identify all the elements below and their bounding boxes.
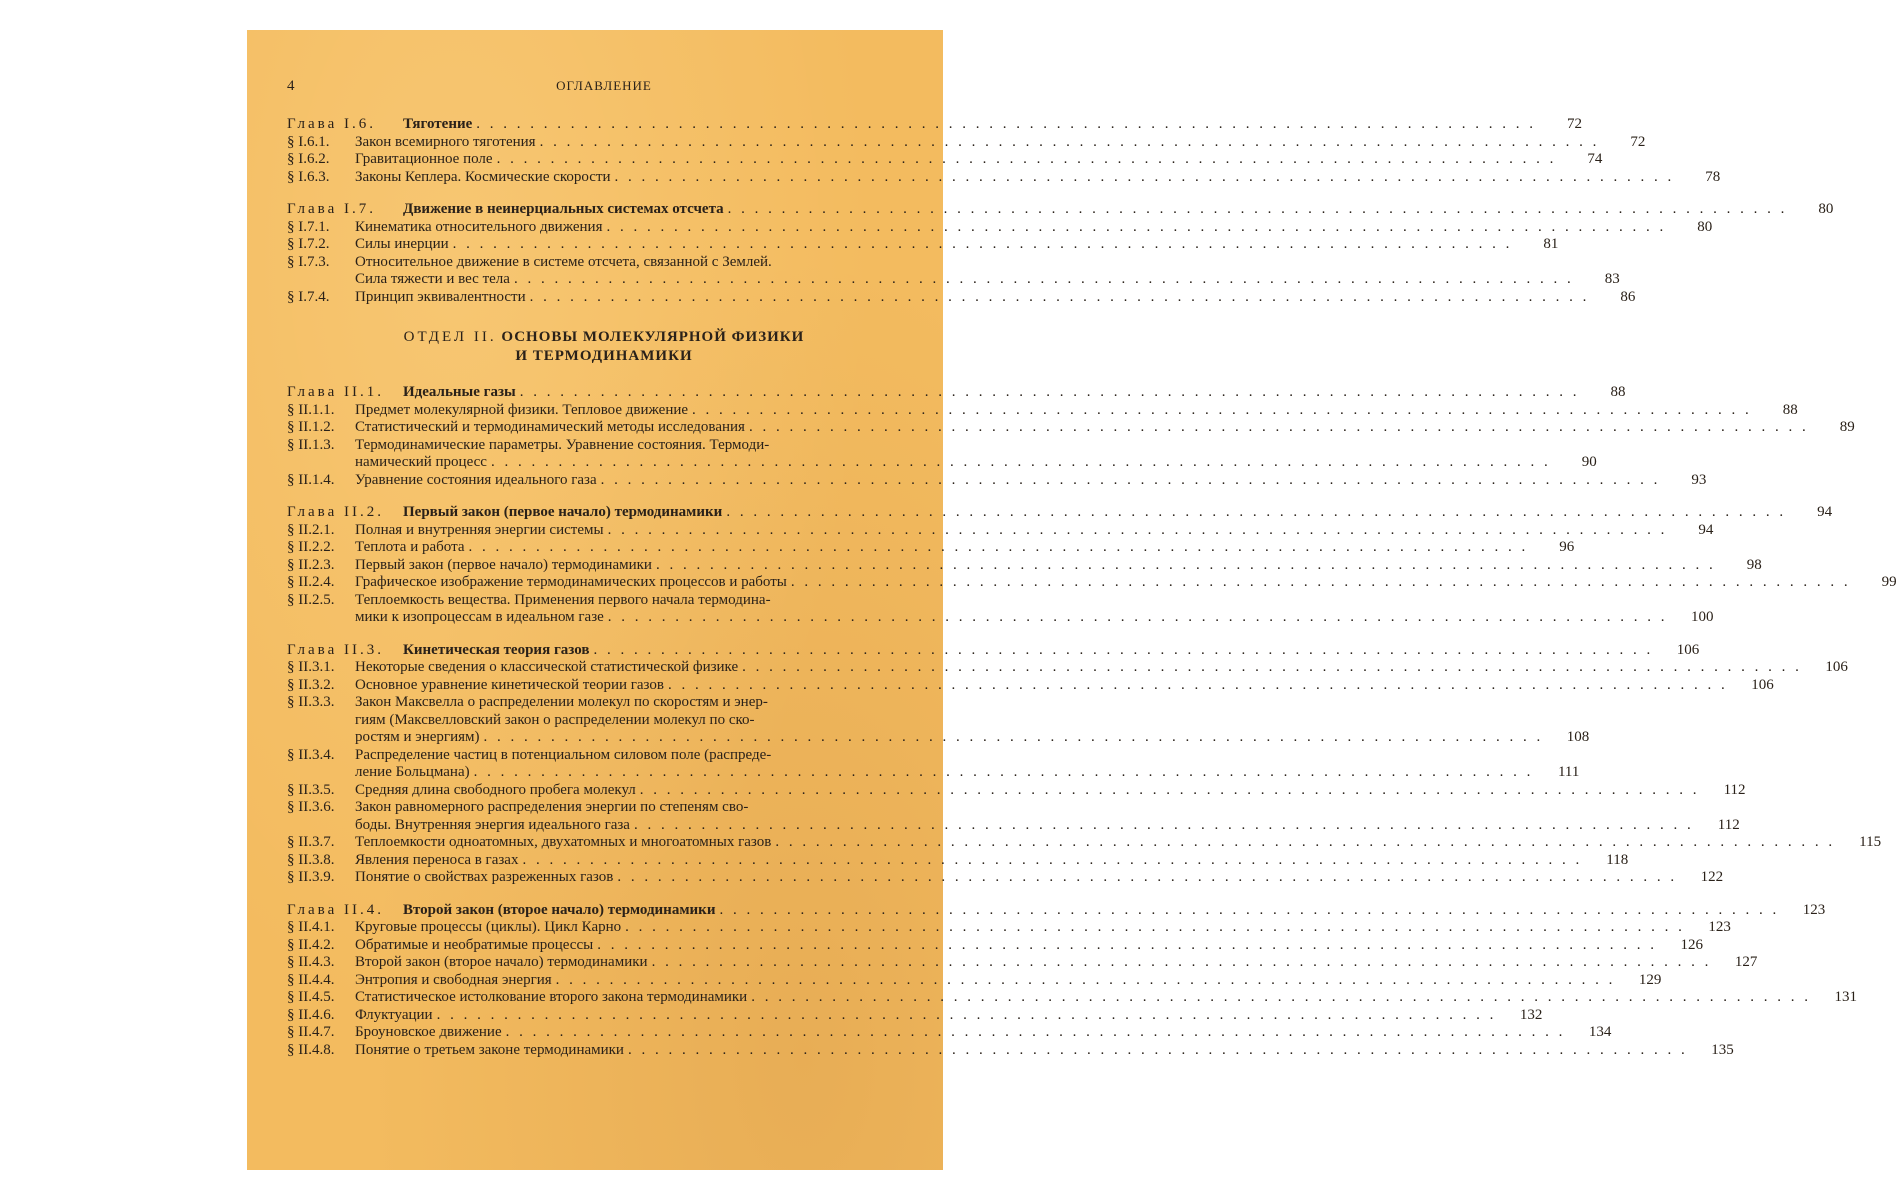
section-entry: [287, 151, 1603, 169]
section-entry: [287, 254, 921, 272]
running-title: ОГЛАВЛЕНИЕ: [556, 78, 652, 93]
section-entry-continuation: [287, 712, 921, 730]
dot-leader: [522, 852, 1582, 870]
section-page: 74: [1587, 151, 1603, 167]
section-page: 112: [1723, 781, 1746, 798]
chapter-title: Первый закон (первое начало) термодинамики: [403, 504, 723, 520]
section-entry: [287, 521, 1714, 540]
section-entry: [287, 799, 921, 817]
section-number: § II.4.8.: [287, 1041, 335, 1058]
section-number: § II.4.2.: [287, 936, 335, 953]
section-number: § II.2.5.: [287, 591, 335, 608]
section-title-line: Графическое изображение термодинамических процессов и работы: [355, 574, 787, 590]
section-page: 98: [1746, 556, 1762, 573]
section-title-line: намический процесс: [355, 454, 487, 470]
chapter-page: 123: [1802, 901, 1826, 918]
section-page: 99: [1881, 574, 1897, 590]
section-title-line: Первый закон (первое начало) термодинамики: [355, 556, 652, 573]
section-number: § II.2.4.: [287, 574, 335, 590]
chapter-page: 94: [1817, 504, 1833, 520]
dot-leader: [728, 201, 1788, 219]
dot-leader: [692, 402, 1752, 420]
dot-leader: [476, 116, 1536, 134]
chapter-label: Глава II.1.: [287, 384, 384, 400]
part-title-line1: ОСНОВЫ МОЛЕКУЛЯРНОЙ ФИЗИКИ: [501, 329, 805, 345]
section-entry-continuation: [287, 729, 1590, 747]
section-entry: [287, 694, 921, 712]
section-entry: [287, 1024, 1612, 1042]
block-gap: [287, 489, 921, 504]
section-number: § II.3.1.: [287, 659, 335, 675]
section-entry: [287, 218, 1713, 237]
section-page: 88: [1782, 401, 1798, 418]
section-entry-continuation: [287, 454, 1597, 472]
section-number: § II.3.8.: [287, 851, 335, 868]
section-title-line: Принцип эквивалентности: [355, 288, 526, 305]
section-page: 106: [1751, 676, 1774, 693]
dot-leader: [593, 642, 1653, 660]
dot-leader: [453, 236, 1513, 254]
toc-part-two: [287, 384, 1897, 1059]
section-title-line: Силы инерции: [355, 236, 449, 252]
section-number: § II.3.3.: [287, 694, 335, 710]
section-title-line: ление Больцмана): [355, 764, 470, 780]
section-entry: [287, 556, 1762, 575]
chapter-label: Глава II.4.: [287, 901, 384, 918]
section-number: § II.2.2.: [287, 539, 335, 555]
dot-leader: [520, 384, 1580, 402]
section-number: § I.6.2.: [287, 151, 330, 167]
chapter-title: Тяготение: [403, 116, 473, 132]
chapter-label: Глава II.2.: [287, 504, 384, 520]
section-entry: [287, 851, 1629, 870]
section-entry: [287, 1006, 1543, 1025]
section-page: 100: [1691, 609, 1714, 625]
section-title-line: Кинематика относительного движения: [355, 218, 603, 235]
section-title-line: Статистический и термодинамический методы исследования: [355, 419, 745, 435]
chapter-page: 72: [1567, 116, 1583, 132]
section-number: § II.3.9.: [287, 869, 335, 885]
section-page: 106: [1825, 659, 1848, 675]
dot-leader: [791, 574, 1851, 592]
section-title-line: боды. Внутренняя энергия идеального газа: [355, 816, 630, 833]
dot-leader: [615, 169, 1675, 187]
section-title-line: гиям (Максвелловский закон о распределении молекул по ско-: [355, 711, 755, 728]
dot-leader: [556, 972, 1616, 990]
dot-leader: [726, 504, 1786, 522]
section-number: § I.7.3.: [287, 253, 330, 270]
section-title-line: Теплоемкость вещества. Применения первого начала термодина-: [355, 591, 771, 608]
section-entry-continuation: [287, 816, 1740, 835]
section-title-line: Относительное движение в системе отсчета, связанной с Землей.: [355, 253, 772, 270]
dot-leader: [468, 539, 1528, 557]
section-number: § I.7.4.: [287, 288, 330, 305]
section-entry: [287, 936, 1703, 955]
block-gap: [287, 627, 921, 642]
section-number: § II.4.4.: [287, 971, 335, 988]
dot-leader: [617, 869, 1677, 887]
section-title-line: Понятие о свойствах разреженных газов: [355, 869, 614, 885]
section-entry: [287, 676, 1774, 695]
dot-leader: [506, 1024, 1566, 1042]
section-title-line: Броуновское движение: [355, 1024, 502, 1040]
chapter-entry: [287, 641, 1700, 660]
block-gap: [287, 186, 921, 201]
section-title-line: Распределение частиц в потенциальном силовом поле (распреде-: [355, 746, 772, 763]
section-entry: [287, 834, 1882, 852]
dot-leader: [607, 219, 1667, 237]
section-page: 72: [1630, 133, 1646, 150]
section-entry: [287, 288, 1636, 307]
section-number: § II.3.5.: [287, 781, 335, 798]
section-page: 118: [1606, 851, 1629, 868]
dot-leader: [742, 659, 1802, 677]
section-title-line: Основное уравнение кинетической теории газов: [355, 676, 664, 693]
chapter-entry: [287, 201, 1834, 219]
dot-leader: [497, 151, 1557, 169]
section-page: 86: [1620, 288, 1636, 305]
section-number: § I.6.3.: [287, 168, 330, 185]
section-entry: [287, 869, 1724, 887]
dot-leader: [719, 902, 1779, 920]
section-page: 78: [1705, 168, 1721, 185]
section-number: § II.1.3.: [287, 436, 335, 453]
dot-leader: [514, 271, 1574, 289]
section-title-line: Законы Кеплера. Космические скорости: [355, 168, 611, 185]
section-page: 83: [1604, 271, 1620, 287]
section-entry-continuation: [287, 609, 1714, 627]
section-title-line: ростям и энергиям): [355, 729, 480, 745]
section-number: § II.3.7.: [287, 834, 335, 850]
dot-leader: [608, 609, 1668, 627]
dot-leader: [749, 419, 1809, 437]
chapter-entry: [287, 504, 1833, 522]
section-page: 89: [1839, 419, 1855, 435]
section-entry-continuation: [287, 271, 1620, 289]
book-page: [247, 30, 1897, 1170]
section-number: § II.2.3.: [287, 556, 335, 573]
section-number: § II.3.6.: [287, 799, 335, 815]
section-entry: [287, 781, 1746, 800]
section-entry: [287, 471, 1707, 490]
section-title-line: Закон равномерного распределения энергии по степеням сво-: [355, 799, 749, 815]
dot-leader: [474, 764, 1534, 782]
section-title-line: Круговые процессы (циклы). Цикл Карно: [355, 919, 622, 935]
section-entry: [287, 592, 921, 610]
dot-leader: [491, 454, 1551, 472]
chapter-page: 80: [1818, 201, 1834, 217]
chapter-entry: [287, 384, 1626, 402]
section-entry: [287, 954, 1758, 972]
section-number: § I.7.1.: [287, 218, 330, 235]
section-entry: [287, 1041, 1734, 1060]
section-entry: [287, 574, 1897, 592]
chapter-label: Глава I.6.: [287, 116, 376, 132]
section-number: § II.3.2.: [287, 676, 335, 693]
chapter-title: Движение в неинерциальных системах отсчета: [403, 201, 724, 217]
section-entry: [287, 989, 1857, 1007]
section-title-line: Обратимые и необратимые процессы: [355, 936, 594, 953]
section-page: 111: [1557, 764, 1580, 780]
dot-leader: [437, 1007, 1497, 1025]
section-page: 127: [1734, 954, 1758, 970]
section-number: § II.4.5.: [287, 989, 335, 1005]
section-title-line: Понятие о третьем законе термодинамики: [355, 1041, 624, 1058]
chapter-label: Глава I.7.: [287, 201, 376, 217]
section-entry: [287, 539, 1575, 557]
section-title-line: Закон Максвелла о распределении молекул по скоростям и энер-: [355, 694, 768, 710]
section-number: § II.4.1.: [287, 919, 335, 935]
section-entry: [287, 747, 921, 765]
section-page: 134: [1588, 1024, 1612, 1040]
section-number: § II.3.4.: [287, 746, 335, 763]
section-title-line: Закон всемирного тяготения: [355, 133, 536, 150]
section-number: § II.4.6.: [287, 1006, 335, 1023]
chapter-title: Второй закон (второе начало) термодинамики: [403, 901, 716, 918]
section-number: § II.1.4.: [287, 471, 335, 488]
section-entry-continuation: [287, 764, 1580, 782]
chapter-entry: [287, 116, 1583, 134]
section-entry: [287, 168, 1721, 187]
section-title-line: Сила тяжести и вес тела: [355, 271, 510, 287]
section-page: 132: [1519, 1006, 1543, 1023]
toc-content: [287, 78, 1897, 1059]
dot-leader: [530, 289, 1590, 307]
section-entry: [287, 919, 1731, 937]
section-title-line: мики к изопроцессам в идеальном газе: [355, 609, 604, 625]
section-entry: [287, 419, 1855, 437]
dot-leader: [656, 557, 1716, 575]
section-page: 80: [1697, 218, 1713, 235]
section-number: § II.1.1.: [287, 401, 335, 418]
section-title-line: Термодинамические параметры. Уравнение состояния. Термоди-: [355, 436, 770, 453]
section-entry: [287, 133, 1646, 152]
dot-leader: [625, 919, 1685, 937]
section-page: 126: [1680, 936, 1703, 953]
section-page: 81: [1543, 236, 1559, 252]
section-page: 93: [1691, 471, 1707, 488]
part-heading: [287, 328, 921, 366]
chapter-page: 106: [1676, 641, 1700, 658]
section-number: § II.4.3.: [287, 954, 335, 970]
dot-leader: [634, 817, 1694, 835]
chapter-title: Идеальные газы: [403, 384, 516, 400]
section-title-line: Статистическое истолкование второго закона термодинамики: [355, 989, 748, 1005]
section-title-line: Гравитационное поле: [355, 151, 493, 167]
section-page: 123: [1708, 919, 1731, 935]
section-page: 94: [1698, 521, 1714, 538]
dot-leader: [608, 522, 1668, 540]
part-title-line2: И ТЕРМОДИНАМИКИ: [515, 348, 693, 364]
chapter-entry: [287, 901, 1826, 920]
dot-leader: [484, 729, 1544, 747]
section-number: § II.1.2.: [287, 419, 335, 435]
section-entry: [287, 401, 1798, 420]
dot-leader: [628, 1042, 1688, 1060]
dot-leader: [540, 134, 1600, 152]
section-page: 129: [1638, 971, 1662, 988]
section-title-line: Полная и внутренняя энергии системы: [355, 521, 604, 538]
section-title-line: Теплота и работа: [355, 539, 465, 555]
toc-part-one: [287, 116, 1834, 306]
section-entry: [287, 236, 1559, 254]
section-title-line: Средняя длина свободного пробега молекул: [355, 781, 636, 798]
chapter-label: Глава II.3.: [287, 641, 384, 658]
section-title-line: Теплоемкости одноатомных, двухатомных и многоатомных газов: [355, 834, 772, 850]
section-page: 135: [1711, 1041, 1734, 1058]
chapter-title: Кинетическая теория газов: [403, 641, 590, 658]
section-page: 90: [1581, 454, 1597, 470]
section-number: § II.2.1.: [287, 521, 335, 538]
dot-leader: [775, 834, 1835, 852]
dot-leader: [640, 782, 1700, 800]
block-gap: [287, 887, 921, 902]
section-entry: [287, 659, 1848, 677]
section-number: § I.7.2.: [287, 236, 330, 252]
section-page: 115: [1859, 834, 1882, 850]
section-page: 122: [1700, 869, 1724, 885]
dot-leader: [601, 472, 1661, 490]
dot-leader: [652, 954, 1712, 972]
section-entry: [287, 971, 1662, 990]
running-head: [287, 78, 921, 98]
section-title-line: Некоторые сведения о классической статистической физике: [355, 659, 739, 675]
dot-leader: [597, 937, 1657, 955]
section-title-line: Энтропия и свободная энергия: [355, 971, 552, 988]
section-entry: [287, 437, 921, 455]
section-title-line: Предмет молекулярной физики. Тепловое движение: [355, 401, 689, 418]
chapter-page: 88: [1610, 384, 1626, 400]
section-title-line: Второй закон (второе начало) термодинамики: [355, 954, 648, 970]
section-page: 131: [1834, 989, 1857, 1005]
page-number: 4: [287, 78, 296, 94]
part-prefix: ОТДЕЛ II.: [403, 329, 497, 345]
section-page: 96: [1559, 539, 1575, 555]
section-title-line: Явления переноса в газах: [355, 851, 519, 868]
dot-leader: [668, 677, 1728, 695]
section-title-line: Флуктуации: [355, 1006, 433, 1023]
section-number: § II.4.7.: [287, 1024, 335, 1040]
section-number: § I.6.1.: [287, 133, 330, 150]
section-title-line: Уравнение состояния идеального газа: [355, 471, 597, 488]
section-page: 108: [1566, 729, 1590, 745]
section-page: 112: [1717, 816, 1740, 833]
dot-leader: [751, 989, 1811, 1007]
